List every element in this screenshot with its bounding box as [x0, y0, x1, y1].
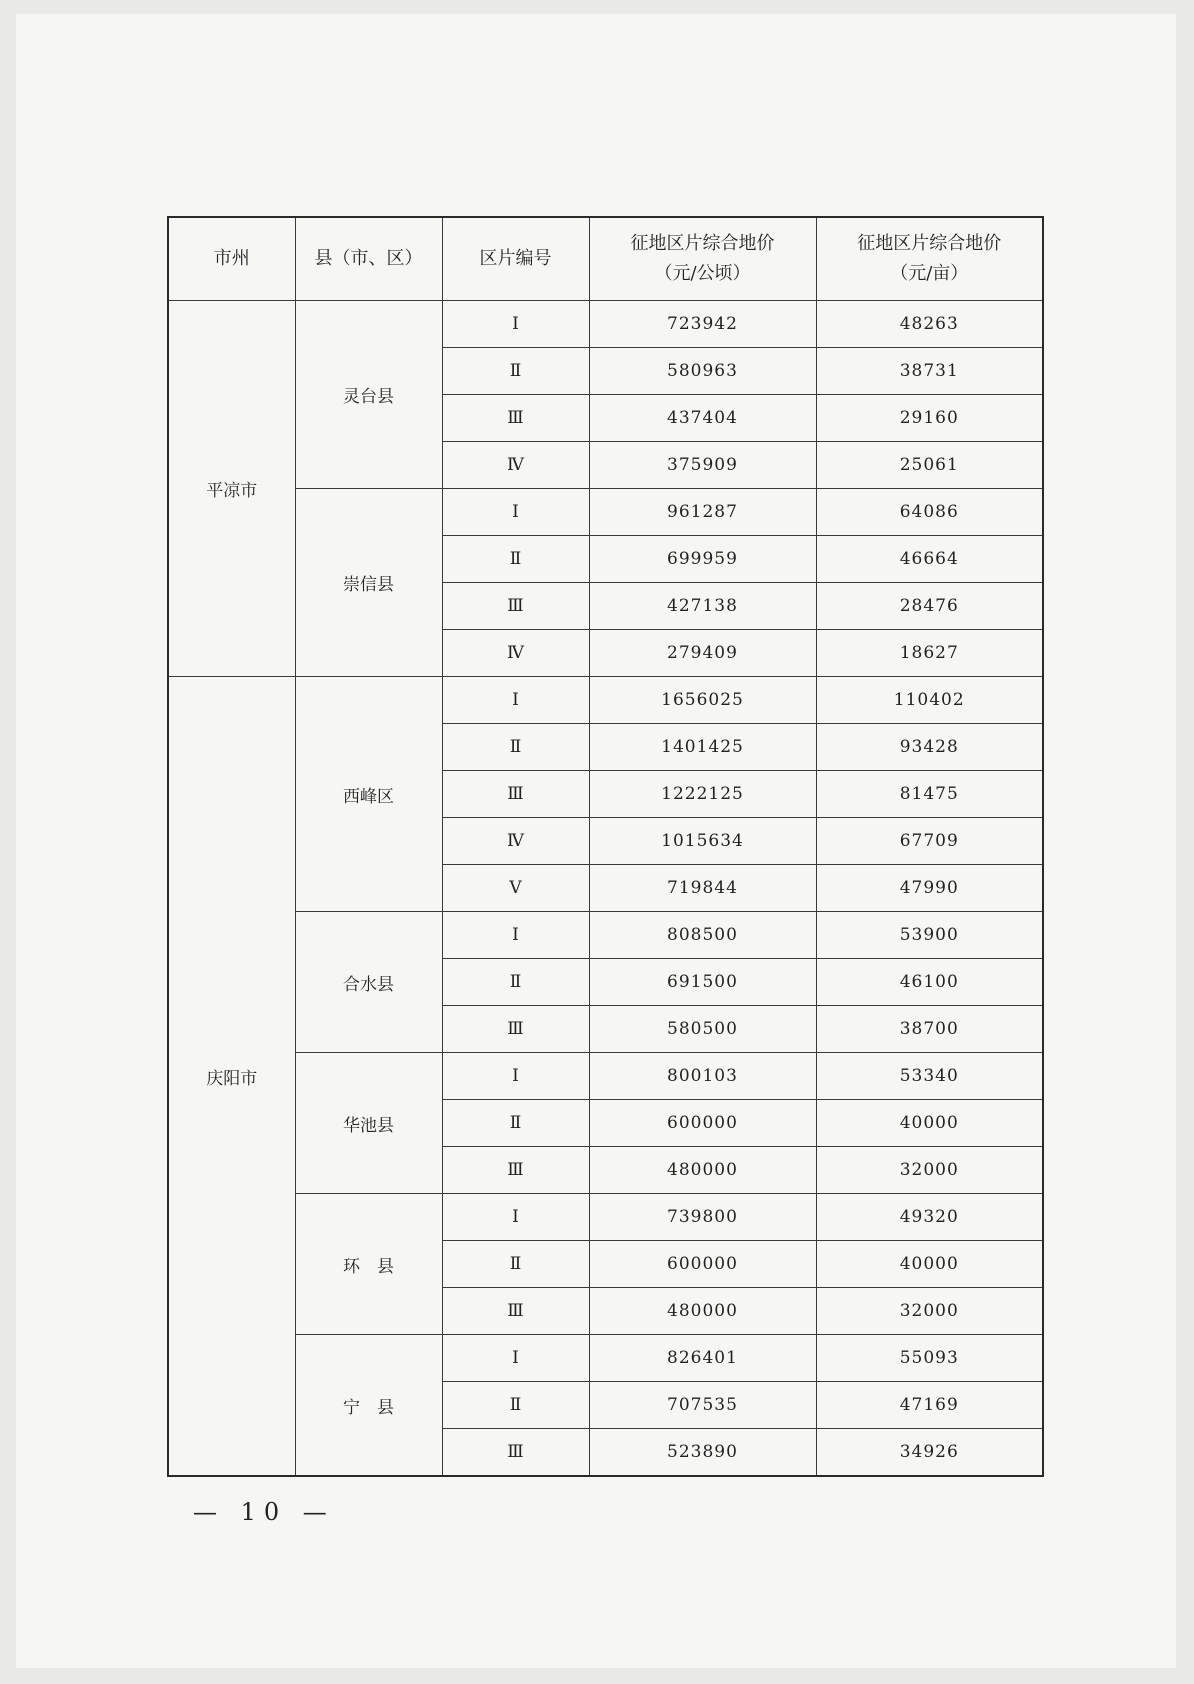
price-per-mu-cell: 53900 — [816, 912, 1043, 959]
zone-code-cell: Ⅱ — [442, 536, 589, 583]
price-per-mu-cell: 67709 — [816, 818, 1043, 865]
price-per-mu-cell: 48263 — [816, 301, 1043, 348]
county-cell: 灵台县 — [295, 301, 442, 489]
table-row — [168, 1194, 1043, 1241]
price-per-hectare-cell: 1401425 — [589, 724, 816, 771]
table-row — [168, 912, 1043, 959]
price-per-mu-cell: 40000 — [816, 1100, 1043, 1147]
county-cell: 崇信县 — [295, 489, 442, 677]
zone-code-cell: Ⅱ — [442, 1100, 589, 1147]
price-per-hectare-cell: 600000 — [589, 1241, 816, 1288]
zone-code-cell: Ⅰ — [442, 301, 589, 348]
price-per-mu-cell: 46100 — [816, 959, 1043, 1006]
zone-code-cell: Ⅰ — [442, 912, 589, 959]
zone-code-cell: Ⅲ — [442, 771, 589, 818]
price-per-hectare-cell: 808500 — [589, 912, 816, 959]
price-per-mu-cell: 34926 — [816, 1429, 1043, 1477]
price-per-hectare-cell: 375909 — [589, 442, 816, 489]
zone-code-cell: Ⅳ — [442, 818, 589, 865]
zone-code-cell: Ⅱ — [442, 959, 589, 1006]
header-row — [168, 217, 1043, 301]
price-per-hectare-cell: 580500 — [589, 1006, 816, 1053]
header-zone-code: 区片编号 — [442, 217, 589, 301]
price-per-hectare-cell: 1222125 — [589, 771, 816, 818]
zone-code-cell: Ⅲ — [442, 583, 589, 630]
zone-code-cell: Ⅰ — [442, 677, 589, 724]
zone-code-cell: Ⅲ — [442, 1288, 589, 1335]
zone-code-cell: Ⅲ — [442, 1147, 589, 1194]
table-row — [168, 489, 1043, 536]
table-row — [168, 1053, 1043, 1100]
price-per-mu-cell: 40000 — [816, 1241, 1043, 1288]
header-price-ha-unit: （元/公顷） — [654, 263, 751, 284]
zone-code-cell: Ⅰ — [442, 1335, 589, 1382]
price-per-mu-cell: 93428 — [816, 724, 1043, 771]
table-row — [168, 301, 1043, 348]
price-per-hectare-cell: 961287 — [589, 489, 816, 536]
price-per-hectare-cell: 523890 — [589, 1429, 816, 1477]
zone-code-cell: Ⅳ — [442, 442, 589, 489]
price-per-hectare-cell: 739800 — [589, 1194, 816, 1241]
land-price-table — [167, 216, 1044, 1477]
table-row — [168, 677, 1043, 724]
price-per-mu-cell: 29160 — [816, 395, 1043, 442]
price-per-mu-cell: 38731 — [816, 348, 1043, 395]
zone-code-cell: Ⅱ — [442, 724, 589, 771]
price-per-hectare-cell: 691500 — [589, 959, 816, 1006]
price-per-mu-cell: 53340 — [816, 1053, 1043, 1100]
price-per-hectare-cell: 719844 — [589, 865, 816, 912]
price-per-mu-cell: 46664 — [816, 536, 1043, 583]
header-county: 县（市、区） — [295, 217, 442, 301]
zone-code-cell: Ⅱ — [442, 1241, 589, 1288]
price-per-mu-cell: 47990 — [816, 865, 1043, 912]
price-per-mu-cell: 64086 — [816, 489, 1043, 536]
city-cell: 平凉市 — [168, 301, 295, 677]
price-per-hectare-cell: 707535 — [589, 1382, 816, 1429]
county-cell: 宁 县 — [295, 1335, 442, 1477]
header-price-ha-title: 征地区片综合地价 — [630, 233, 775, 254]
header-price-mu-unit: （元/亩） — [890, 263, 969, 284]
zone-code-cell: Ⅰ — [442, 1194, 589, 1241]
price-per-mu-cell: 55093 — [816, 1335, 1043, 1382]
zone-code-cell: Ⅳ — [442, 630, 589, 677]
price-per-mu-cell: 110402 — [816, 677, 1043, 724]
price-per-hectare-cell: 723942 — [589, 301, 816, 348]
price-per-hectare-cell: 1656025 — [589, 677, 816, 724]
price-per-hectare-cell: 279409 — [589, 630, 816, 677]
zone-code-cell: Ⅲ — [442, 395, 589, 442]
price-per-hectare-cell: 800103 — [589, 1053, 816, 1100]
price-per-mu-cell: 32000 — [816, 1288, 1043, 1335]
price-per-mu-cell: 81475 — [816, 771, 1043, 818]
price-per-hectare-cell: 480000 — [589, 1288, 816, 1335]
price-per-hectare-cell: 580963 — [589, 348, 816, 395]
header-price-per-mu — [816, 217, 1043, 301]
header-price-per-hectare — [589, 217, 816, 301]
price-per-hectare-cell: 600000 — [589, 1100, 816, 1147]
county-cell: 合水县 — [295, 912, 442, 1053]
price-per-mu-cell: 18627 — [816, 630, 1043, 677]
header-city: 市州 — [168, 217, 295, 301]
page-number: — 10 — — [193, 1498, 335, 1526]
price-per-mu-cell: 38700 — [816, 1006, 1043, 1053]
city-cell: 庆阳市 — [168, 677, 295, 1477]
price-per-hectare-cell: 437404 — [589, 395, 816, 442]
table-header — [168, 217, 1043, 301]
price-per-mu-cell: 28476 — [816, 583, 1043, 630]
county-cell: 环 县 — [295, 1194, 442, 1335]
zone-code-cell: Ⅰ — [442, 489, 589, 536]
price-per-hectare-cell: 480000 — [589, 1147, 816, 1194]
county-cell: 华池县 — [295, 1053, 442, 1194]
price-per-mu-cell: 49320 — [816, 1194, 1043, 1241]
price-per-hectare-cell: 427138 — [589, 583, 816, 630]
zone-code-cell: Ⅲ — [442, 1006, 589, 1053]
price-per-mu-cell: 25061 — [816, 442, 1043, 489]
price-per-hectare-cell: 1015634 — [589, 818, 816, 865]
header-price-mu-title: 征地区片综合地价 — [857, 233, 1002, 254]
table-row — [168, 1335, 1043, 1382]
zone-code-cell: Ⅴ — [442, 865, 589, 912]
price-per-hectare-cell: 699959 — [589, 536, 816, 583]
table-body — [168, 301, 1043, 1477]
price-per-mu-cell: 47169 — [816, 1382, 1043, 1429]
price-per-mu-cell: 32000 — [816, 1147, 1043, 1194]
zone-code-cell: Ⅰ — [442, 1053, 589, 1100]
price-per-hectare-cell: 826401 — [589, 1335, 816, 1382]
zone-code-cell: Ⅱ — [442, 348, 589, 395]
county-cell: 西峰区 — [295, 677, 442, 912]
zone-code-cell: Ⅲ — [442, 1429, 589, 1477]
zone-code-cell: Ⅱ — [442, 1382, 589, 1429]
